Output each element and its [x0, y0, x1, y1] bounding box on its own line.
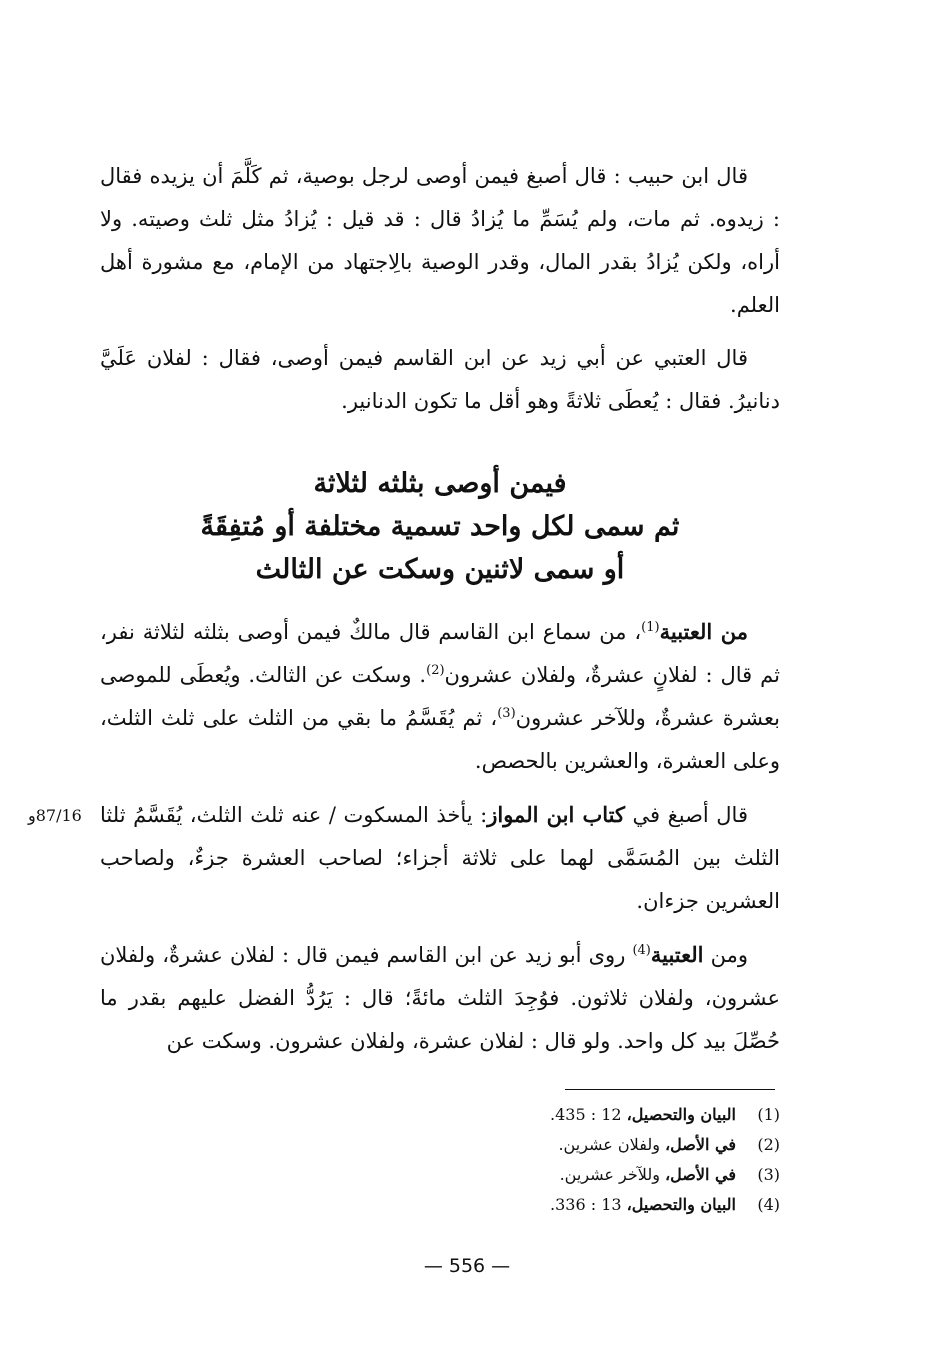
- footnote-number: (3): [757, 1165, 780, 1184]
- footnote-number: (1): [757, 1105, 780, 1124]
- heading-line-3: أو سمى لاثنين وسكت عن الثالث: [255, 554, 625, 585]
- section-heading: [100, 462, 780, 591]
- source-title: كتاب ابن المواز: [487, 802, 625, 827]
- footnote-ref-1: (1): [641, 620, 660, 635]
- footnote-ref-3: (3): [497, 706, 516, 721]
- footnote-detail: ولفلان عشرين.: [558, 1135, 665, 1154]
- footnote-number: (2): [757, 1135, 780, 1154]
- paragraph-text: : يأخذ المسكوت / عنه ثلث الثلث، يُقَسَّمُ ثلثا الثلث بين المُسَمَّى لهما على ثلاثة أجزاء؛ لصاحب العشرة جزءٌ، ولصاحب العشرين جزءان.: [100, 803, 780, 913]
- paragraph-asbagh: [100, 793, 780, 923]
- heading-line-1: فيمن أوصى بثلثه لثلاثة: [313, 468, 567, 499]
- footnote-source: البيان والتحصيل،: [626, 1195, 736, 1214]
- footnote-text: [550, 1190, 736, 1220]
- footnote-divider: [565, 1089, 775, 1090]
- body-text-block: [100, 610, 780, 1063]
- footnote-item: [400, 1190, 780, 1220]
- paragraph-utbi: قال العتبي عن أبي زيد عن ابن القاسم فيمن أوصى، فقال : لفلان عَلَيَّ دنانيرُ. فقال : يُعطَى ثلاثةً وهو أقل ما تكون الدنانير.: [100, 346, 780, 413]
- source-title: العتبية: [650, 942, 704, 967]
- footnote-detail: وللآخر عشرين.: [559, 1165, 665, 1184]
- footnote-text: [560, 1160, 736, 1190]
- footnote-source: في الأصل،: [665, 1165, 736, 1184]
- footnote-number: (4): [757, 1195, 780, 1214]
- paragraph-text: . وسكت عن الثالث. ويُعطَى للموصى بعشرة عشرةٌ، وللآخر عشرون: [100, 663, 780, 730]
- footnote-detail: 13 : 336.: [549, 1195, 627, 1214]
- paragraph-utbiyya-1: [100, 610, 780, 783]
- footnote-item: [400, 1100, 780, 1130]
- footnote-ref-4: (4): [632, 943, 651, 958]
- heading-line-2: ثم سمى لكل واحد تسمية مختلفة أو مُتفِقَةً: [200, 511, 680, 542]
- footnotes: [400, 1100, 780, 1220]
- footnote-text: [558, 1130, 736, 1160]
- footnote-ref-2: (2): [426, 663, 445, 678]
- footnote-text: [550, 1100, 736, 1130]
- paragraph-text: ، ثم يُقَسَّمُ ما بقي من الثلث على ثلث الثلث، وعلى العشرة، والعشرين بالحصص.: [100, 706, 780, 773]
- top-text-block: [100, 155, 780, 423]
- footnote-item: [400, 1160, 780, 1190]
- paragraph-ibn-habib: قال ابن حبيب : قال أصبغ فيمن أوصى لرجل بوصية، ثم كَلَّمَ أن يزيده فقال : زيدوه. ثم مات، ولم يُسَمِّ ما يُزادُ قال : قد قيل : يُزادُ مثل ثلث وصيته. ولا أراه، ولكن يُزادُ بقدر المال، وقدر الوصية بالِاجتهاد من الإمام، مع مشورة أهل العلم.: [100, 164, 780, 317]
- source-title: من العتبية: [659, 619, 749, 644]
- footnote-source: البيان والتحصيل،: [626, 1105, 736, 1124]
- paragraph-text: روى أبو زيد عن ابن القاسم فيمن قال : لفلان عشرةٌ، ولفلان عشرون، ولفلان ثلاثون. فوُجِدَ الثلث مائةً؛ قال : يَرُدُّ الفضل عليهم بقدر ما حُصِّلَ بيد كل واحد. ولو قال : لفلان عشرة، ولفلان عشرون. وسكت عن: [100, 943, 780, 1053]
- footnote-detail: 12 : 435.: [549, 1105, 627, 1124]
- paragraph-text: ومن: [703, 943, 748, 967]
- paragraph-text: ، من سماع ابن القاسم قال مالكٌ فيمن أوصى بثلثه لثلاثة نفر، ثم قال : لفلانٍ عشرةٌ، ولفلان عشرون: [100, 620, 780, 687]
- paragraph-text: قال أصبغ في: [624, 803, 748, 827]
- margin-folio-note: 87/16و: [28, 806, 82, 825]
- footnote-item: [400, 1130, 780, 1160]
- footnote-source: في الأصل،: [665, 1135, 736, 1154]
- paragraph-utbiyya-2: [100, 933, 780, 1063]
- page-number: — 556 —: [423, 1255, 511, 1277]
